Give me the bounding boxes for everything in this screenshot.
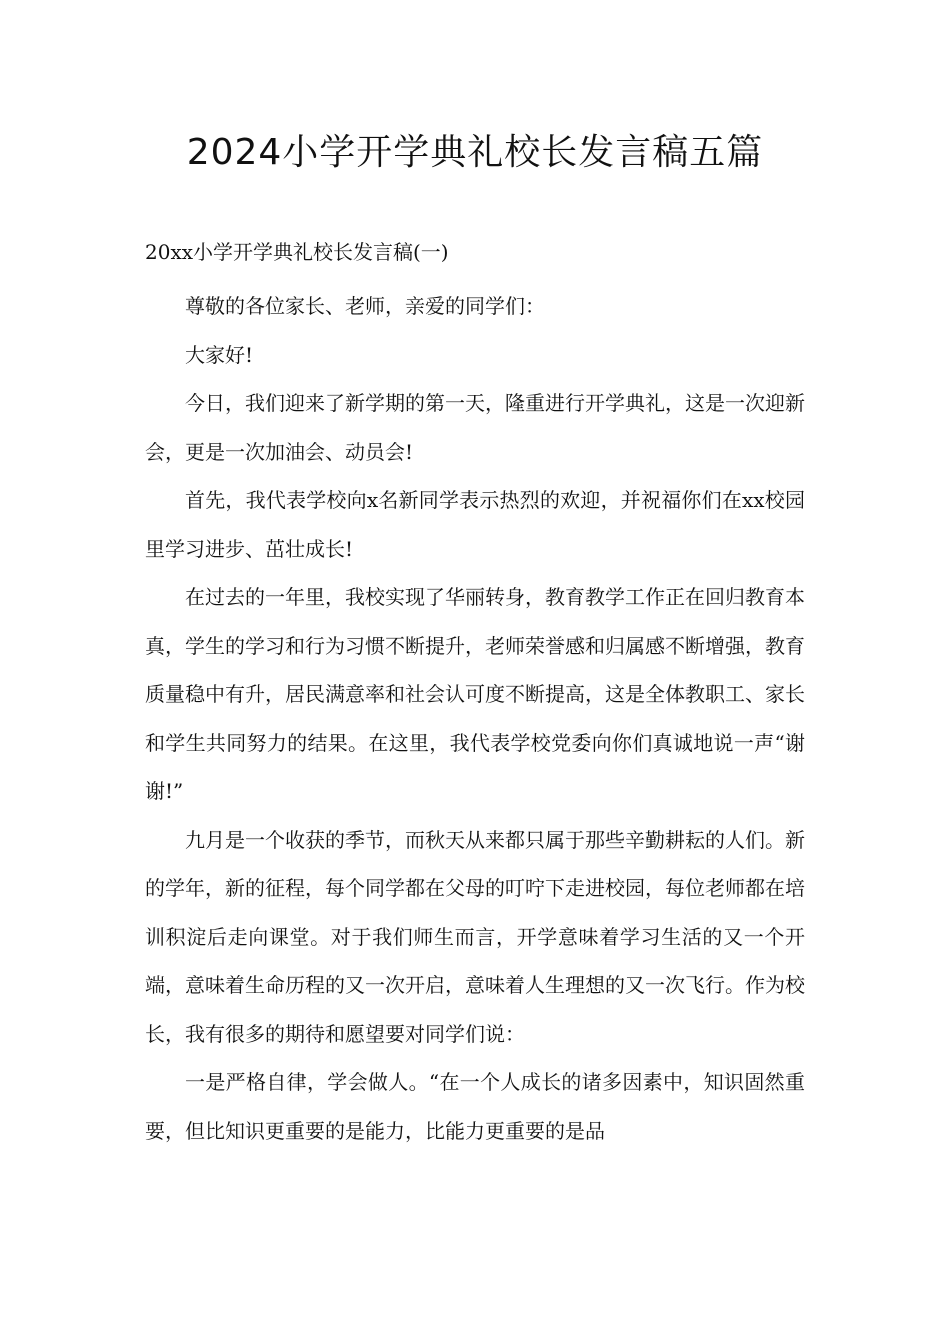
- body-paragraph: 在过去的一年里，我校实现了华丽转身，教育教学工作正在回归教育本真，学生的学习和行为习惯不断提升，老师荣誉感和归属感不断增强，教育质量稳中有升，居民满意率和社会认可度不断提高，这是全体教职工、家长和学生共同努力的结果。在这里，我代表学校党委向你们真诚地说一声“谢谢!”: [145, 585, 805, 803]
- salutation-paragraph: 尊敬的各位家长、老师，亲爱的同学们：: [185, 294, 545, 318]
- document-body: [145, 282, 805, 1155]
- greeting-paragraph: 大家好!: [185, 342, 254, 367]
- body-paragraph: 今日，我们迎来了新学期的第一天，隆重进行开学典礼，这是一次迎新会，更是一次加油会、动员会!: [145, 391, 805, 464]
- body-paragraph: 一是严格自律，学会做人。“在一个人成长的诸多因素中，知识固然重要，但比知识更重要的是能力，比能力更重要的是品: [145, 1070, 805, 1143]
- document-title: 2024小学开学典礼校长发言稿五篇: [186, 132, 764, 173]
- body-paragraph: 九月是一个收获的季节，而秋天从来都只属于那些辛勤耕耘的人们。新的学年，新的征程，每个同学都在父母的叮咛下走进校园，每位老师都在培训积淀后走向课堂。对于我们师生而言，开学意味着学习生活的又一个开端，意味着生命历程的又一次开启，意味着人生理想的又一次飞行。作为校长，我有很多的期待和愿望要对同学们说：: [145, 827, 805, 1046]
- section-heading: 20xx小学开学典礼校长发言稿(一): [145, 240, 449, 264]
- body-paragraph: 首先，我代表学校向x名新同学表示热烈的欢迎，并祝福你们在xx校园里学习进步、茁壮成长!: [145, 488, 805, 561]
